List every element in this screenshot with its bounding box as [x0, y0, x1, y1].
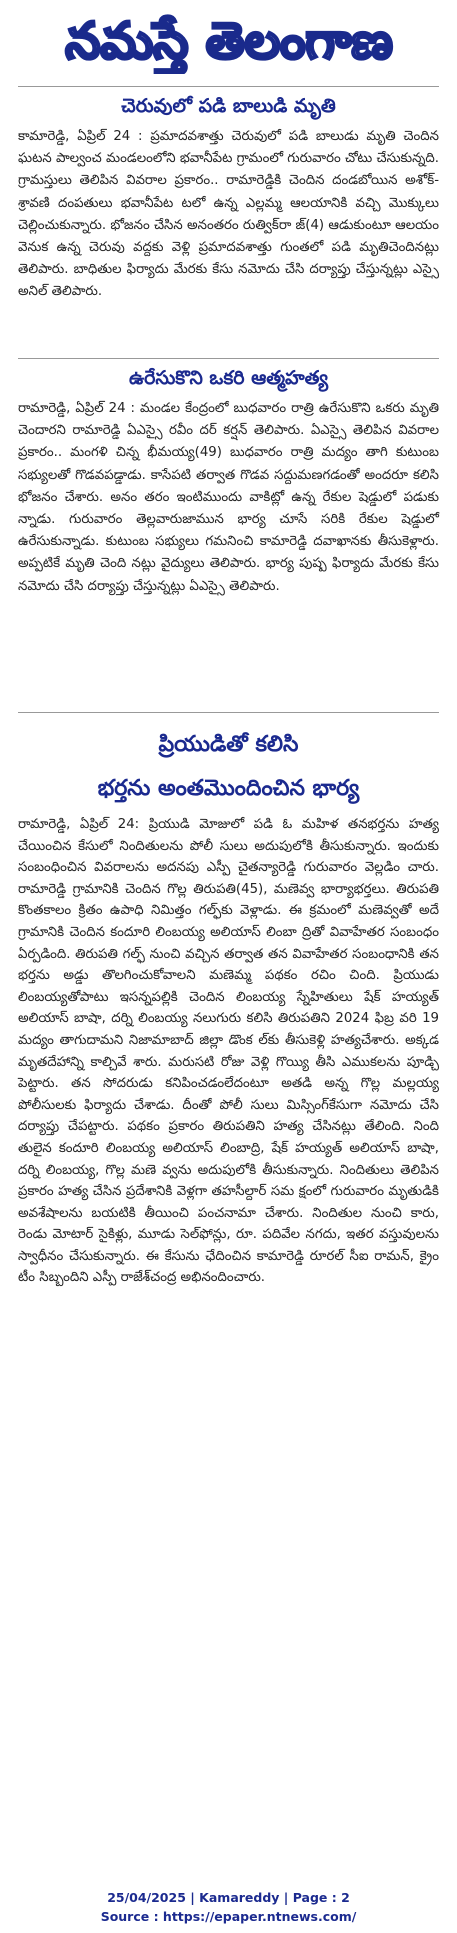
masthead-title: నమస్తే తెలంగాణ — [64, 12, 393, 70]
article-wife-murder — [18, 728, 439, 1289]
article-suicide — [18, 362, 439, 598]
article-headline-line1: ప్రియుడితో కలిసి — [158, 732, 299, 757]
masthead — [0, 0, 457, 78]
divider-2 — [18, 712, 439, 713]
divider-top — [18, 86, 439, 87]
article-boy-drowned — [18, 88, 439, 304]
article-headline-line2: భర్తను అంతమొందించిన భార్య — [97, 776, 360, 801]
footer-source: Source : https://epaper.ntnews.com/ — [100, 1909, 357, 1924]
footer-dateline: 25/04/2025 | Kamareddy | Page : 2 — [107, 1890, 350, 1905]
article-body: కామారెడ్డి, ఏప్రిల్ 24 : ప్రమాదవశాత్తు చెరువులో పడి బాలుడు మృతి చెందిన ఘటన పాల్వంచ మండలంలోని భవానీపేట గ్రామంలో గురువారం చోటు చేసుకున్నది. గ్రామస్తులు తెలిపిన వివరాల ప్రకారం.. రామారెడ్డికి చెందిన దండబోయిన అశోక్-శ్రావణి దంపతులు భవానీపేట టలో ఉన్న ఎల్లమ్మ ఆలయానికి వచ్చి మొక్కులు చెల్లించుకున్నారు. భోజనం చేసిన అనంతరం రుత్విక్‌రా జ్(4) ఆడుకుంటూ ఆలయం వెనుక ఉన్న చెరువు వద్దకు వెళ్లి ప్రమాదవశాత్తు గుంతలో పడి మృతిచెందినట్లు తెలిపారు. బాధితుల ఫిర్యాదు మేరకు కేసు నమోదు చేసి దర్యాప్తు చేస్తున్నట్లు ఎస్సై అనిల్ తెలిపారు. — [18, 129, 439, 300]
article-headline: ఉరేసుకొని ఒకరి ఆత్మహత్య — [128, 367, 329, 389]
article-body: రామారెడ్డి, ఏప్రిల్ 24: ప్రియుడి మోజులో పడి ఓ మహిళ తనభర్తను హత్య చేయించిన కేసులో నిందితులను పోలీ సులు అదుపులోకి తీసుకున్నారు. ఇందుకు సంబంధించిన వివరాలను అదనపు ఎస్పీ చైతన్యారెడ్డి గురువారం వెల్లడిం చారు. రామారెడ్డి గ్రామానికి చెందిన గొల్ల తిరుపతి(45), మణెవ్వ భార్యాభర్తలు. తిరుపతి కొంతకాలం క్రితం ఉపాధి నిమిత్తం గల్ఫ్‌కు వెళ్లాడు. ఈ క్రమంలో మణెవ్వతో అదే గ్రామానికి చెందిన కందూరి లింబయ్య అలియాస్ లింబా ద్రితో వివాహేతర సంబంధం ఏర్పడింది. తిరుపతి గల్ఫ్ నుంచి వచ్చిన తర్వాత తన వివాహేతర సంబంధానికి తన భర్తను అడ్డు తొలగించుకోవాలని మణెమ్మ పథకం రచిం చింది. ప్రియుడు లింబయ్యతోపాటు ఇసన్నపల్లికి చెందిన లింబయ్య స్నేహితులు షేక్ హయ్యత్ అలియాస్ బాషా, దర్ని లింబయ్య నలుగురు కలిసి తిరుపతిని 2024 ఫిబ్ర వరి 19 మద్యం తాగుదామని నిజామాబాద్ జిల్లా డొంక ల్‌కు తీసుకెళ్లి హత్యచేశారు. అక్కడ మృతదేహాన్ని కాల్చివే శారు. మరుసటి రోజు వెళ్లి గొయ్యి తీసి ఎముకలను పూడ్చి పెట్టారు. తన సోదరుడు కనిపించడంలేదంటూ అతడి అన్న గొల్ల మల్లయ్య పోలీసులకు ఫిర్యాదు చేశాడు. దీంతో పోలీ సులు మిస్సింగ్‌కేసుగా నమోదు చేసి దర్యాప్తు చేపట్టారు. పథకం ప్రకారం తిరుపతిని హత్య చేసినట్లు తేలింది. నింది తులైన కందూరి లింబయ్య అలియాస్ లింబాద్రి, షేక్ హయ్యత్ అలియాస్ బాషా, దర్ని లింబయ్య, గొల్ల మణె వ్వను అదుపులోకి తీసుకున్నారు. నిందితులు తెలిపిన ప్రకారం హత్య చేసిన ప్రదేశానికి వెళ్లగా తహసీల్దార్ సమ క్షంలో గురువారం మృతుడికి అవశేషాలను బయటికి తీయించి పంచనామా చేశారు. నిందితుల నుంచి కారు, రెండు మోటార్ సైకిళ్లు, మూడు సెల్‌ఫోన్లు, రూ. పదివేల నగదు, ఇతర వస్తువులను స్వాధీనం చేసుకున్నారు. ఈ కేసును ఛేదించిన కామారెడ్డి రూరల్ సీఐ రామన్, క్రైం టీం సిబ్బందిని ఎస్పీ రాజేశ్‌చంద్ర అభినందించారు. — [18, 817, 439, 1286]
article-headline: చెరువులో పడి బాలుడి మృతి — [121, 95, 336, 117]
divider-1 — [18, 358, 439, 359]
masthead-logo — [9, 4, 449, 74]
article-body: రామారెడ్డి, ఏప్రిల్ 24 : మండల కేంద్రంలో బుధవారం రాత్రి ఉరేసుకొని ఒకరు మృతి చెందారని రామారెడ్డి ఏఎస్సై రవీం దర్ కర్షన్ తెలిపారు. ఏఎస్సై తెలిపిన వివరాల ప్రకారం.. మంగళి చిన్న భీమయ్య(49) బుధవారం రాత్రి మద్యం తాగి కుటుంబ సభ్యులతో గొడవపడ్డాడు. కాసేపటి తర్వాత గొడవ సద్దుమణగడంతో అందరూ కలిసి భోజనం చేశారు. అనం తరం ఇంటిముందు వాకిట్లో ఉన్న రేకుల షెడ్డులో పడుకు న్నాడు. గురువారం తెల్లవారుజామున భార్య చూసే సరికి రేకుల షెడ్డులో ఉరేసుకున్నాడు. కుటుంబ సభ్యులు గమనించి కామారెడ్డి దవాఖానకు తీసుకెళ్లారు. అప్పటికే మృతి చెంది నట్లు వైద్యులు తెలిపారు. భార్య పుష్ప ఫిర్యాదు మేరకు కేసు నమోదు చేసి దర్యాప్తు చేస్తున్నట్లు ఏఎస్సై తెలిపారు. — [18, 401, 439, 594]
